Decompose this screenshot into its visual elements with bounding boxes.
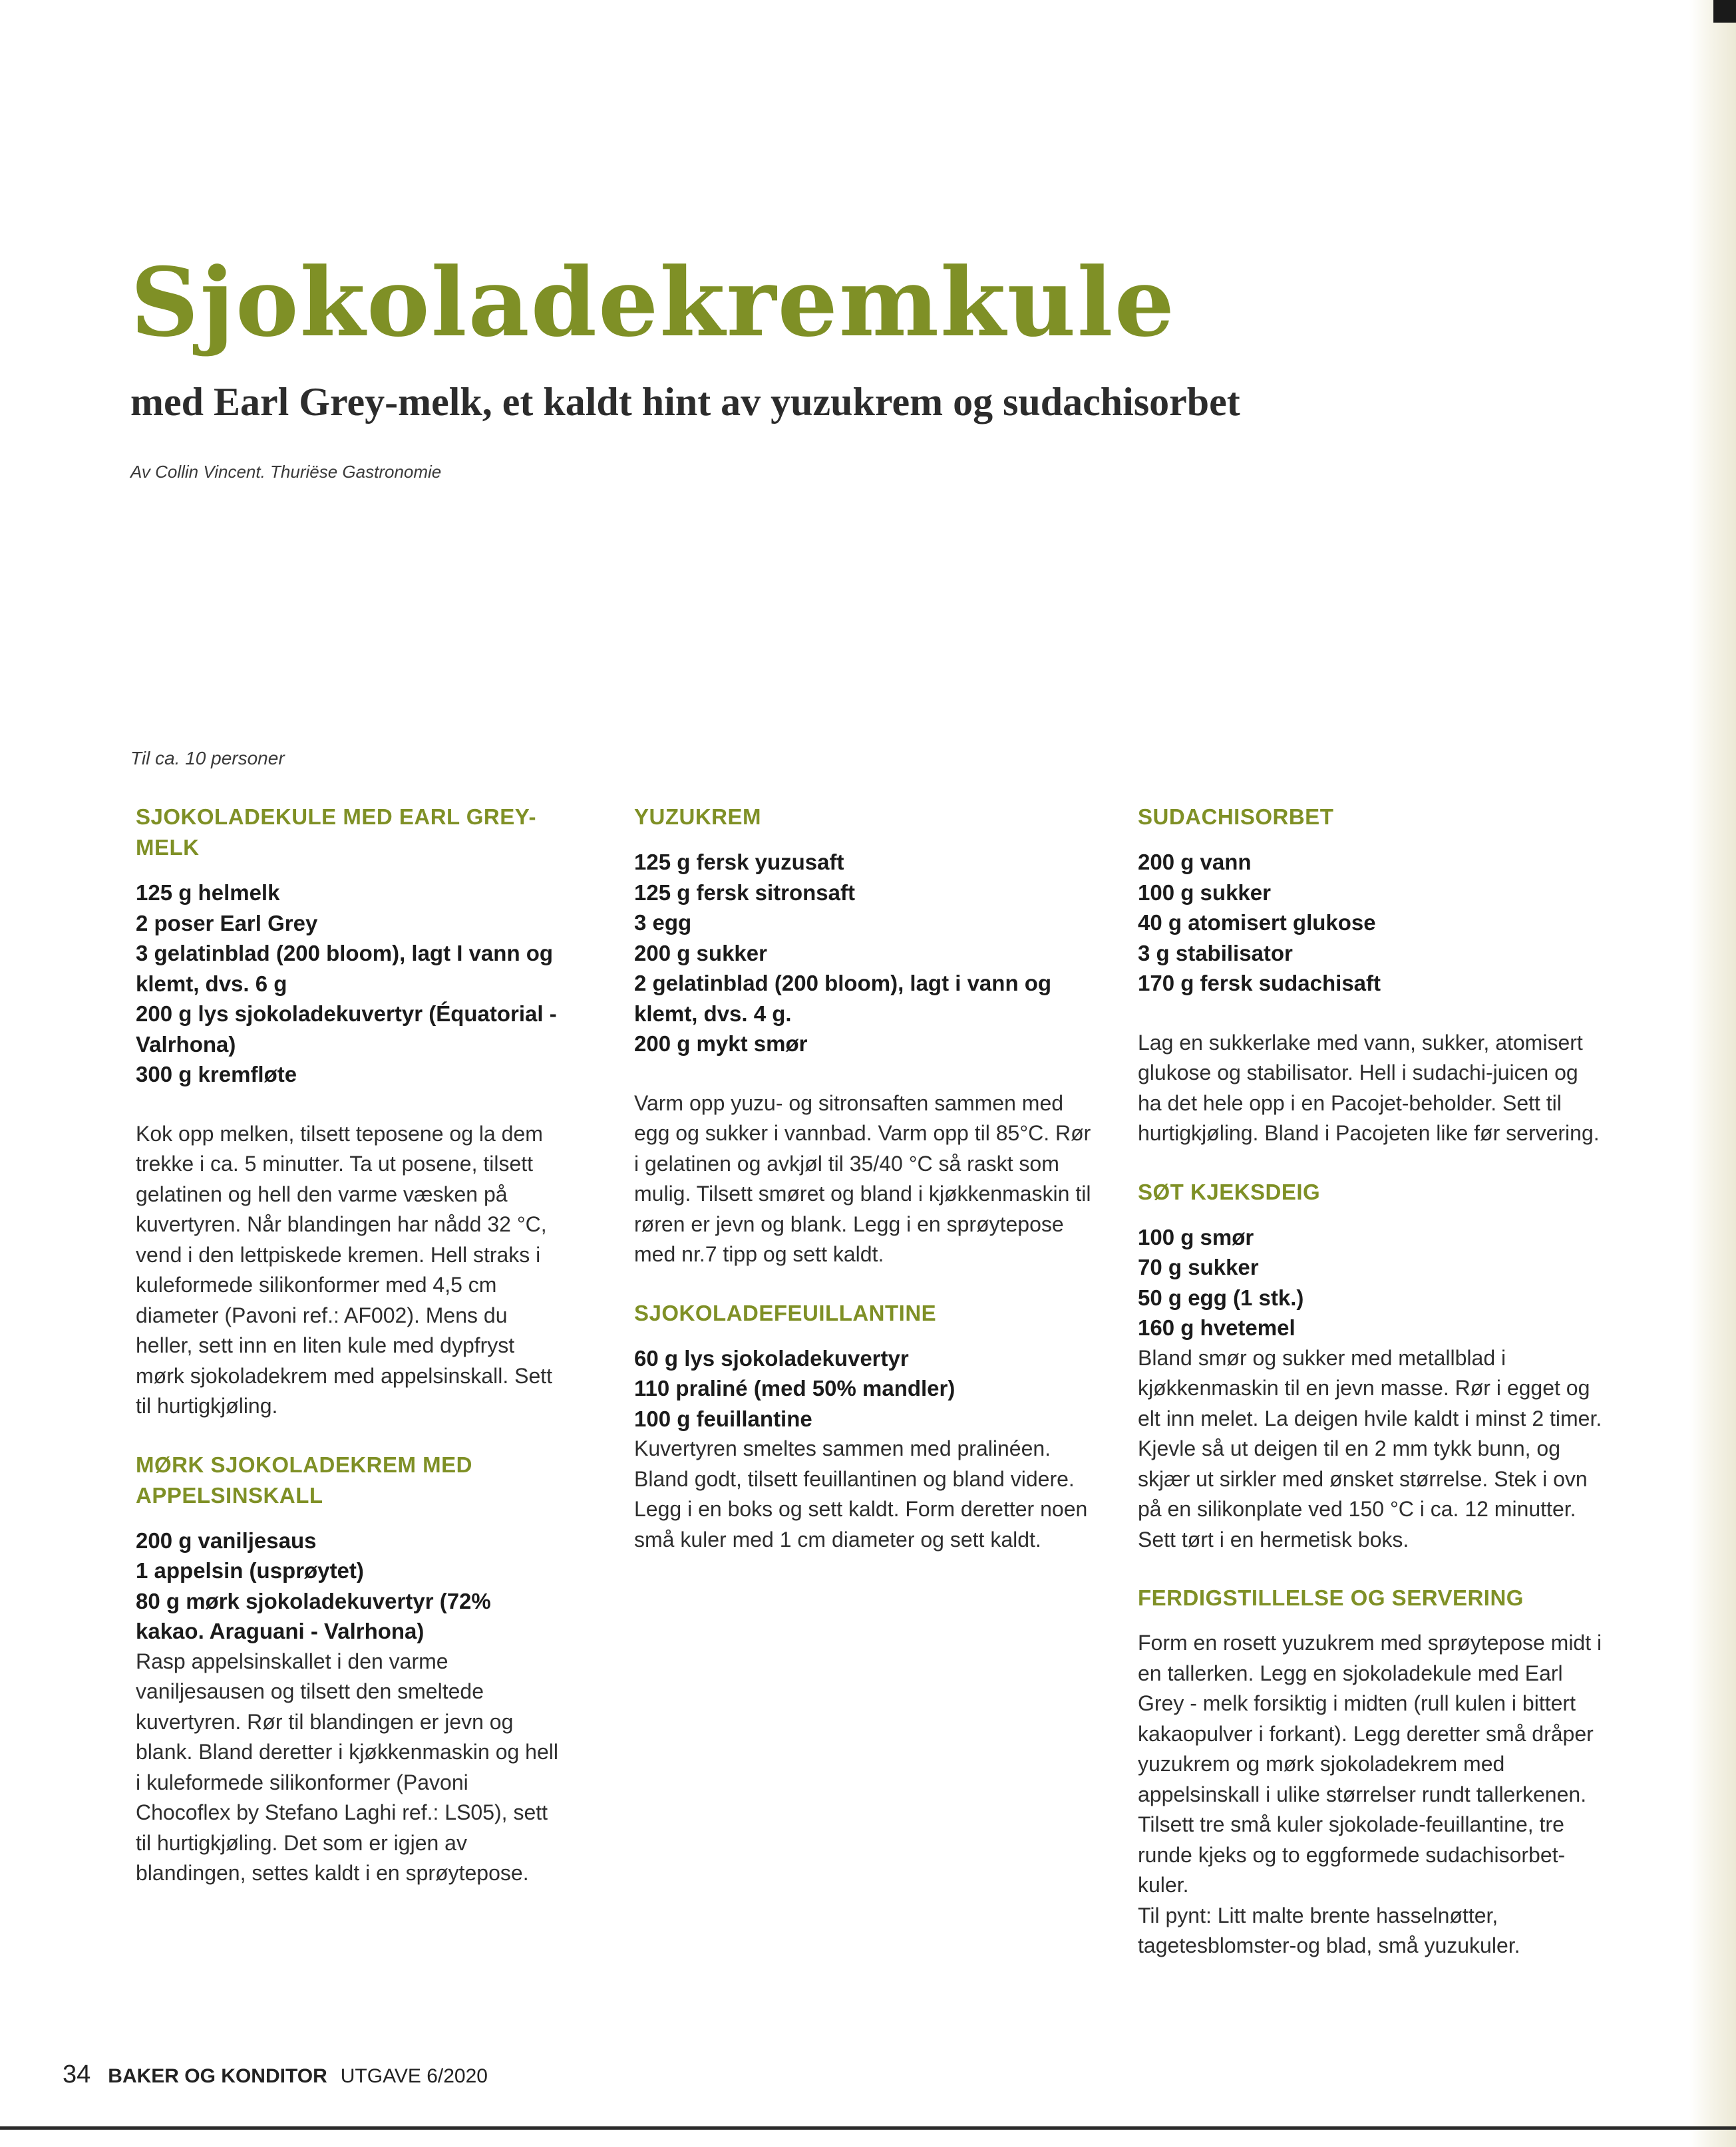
ingredient-list — [1138, 1222, 1604, 1343]
section-heading: SØT KJEKSDEIG — [1138, 1179, 1321, 1204]
ingredient-item: 80 g mørk sjokoladekuvertyr (72% kakao. Araguani - Valrhona) — [136, 1588, 491, 1643]
column-1 — [136, 802, 562, 1889]
ingredient-item: 125 g helmelk — [136, 880, 280, 905]
ingredient-item: 100 g smør — [1138, 1224, 1254, 1249]
section-heading: FERDIGSTILLELSE OG SERVERING — [1138, 1585, 1524, 1610]
section-heading: SUDACHISORBET — [1138, 804, 1334, 829]
column-2 — [634, 802, 1100, 1555]
bottom-rule — [0, 2126, 1736, 2130]
ingredient-list — [136, 878, 562, 1090]
recipe-subtitle: med Earl Grey-melk, et kaldt hint av yuzukrem og sudachisorbet — [130, 380, 1240, 424]
section-heading: YUZUKREM — [634, 804, 761, 829]
ingredient-list — [634, 1343, 1100, 1434]
ingredient-item: 100 g feuillantine — [634, 1406, 812, 1431]
ingredient-item: 2 gelatinblad (200 bloom), lagt i vann og klemt, dvs. 4 g. — [634, 971, 1052, 1026]
ingredient-list — [634, 847, 1100, 1059]
method-text: Lag en sukkerlake med vann, sukker, atomisert glukose og stabilisator. Hell i sudachi-juicen og ha det hele opp i en Pacojet-beholder. Sett til hurtigkjøling. Bland i Pacojeten like før servering. — [1138, 1030, 1600, 1145]
method-text: Varm opp yuzu- og sitronsaften sammen med egg og sukker i vannbad. Varm opp til 85°C. Rør i gelatinen og avkjøl til 35/40 °C så raskt som mulig. Tilsett smøret og bland i kjøkkenmaskin til røren er jevn og blank. Legg i en sprøytepose med nr.7 tipp og sett kaldt. — [634, 1090, 1091, 1266]
page-footer — [63, 2061, 488, 2089]
corner-crop-mark — [1713, 0, 1736, 23]
ingredient-item: 110 praliné (med 50% mandler) — [634, 1376, 955, 1401]
ingredient-item: 3 egg — [634, 910, 692, 935]
ingredient-item: 125 g fersk sitronsaft — [634, 880, 855, 905]
recipe-title: Sjokoladekremkule — [130, 248, 1176, 358]
method-text: Bland smør og sukker med metallblad i kjøkkenmaskin til en jevn masse. Rør i egget og elt inn melet. La deigen hvile kaldt i minst 2 timer. Kjevle så ut deigen til en 2 mm tykk bunn, og skjær ut sirkler med ønsket størrelse. Stek i ovn på en silikonplate ved 150 °C i ca. 12 minutter. Sett tørt i en hermetisk boks. — [1138, 1345, 1602, 1552]
ingredient-item: 2 poser Earl Grey — [136, 910, 318, 935]
ingredient-item: 40 g atomisert glukose — [1138, 910, 1376, 935]
section-heading: MØRK SJOKOLADEKREM MED APPELSINSKALL — [136, 1452, 473, 1508]
method-text: Kuvertyren smeltes sammen med pralinéen. Bland godt, tilsett feuillantinen og bland videre. Legg i en boks og sett kaldt. Form deretter noen små kuler med 1 cm diameter og sett kaldt. — [634, 1436, 1088, 1552]
ingredient-list — [1138, 847, 1604, 999]
ingredient-item: 1 appelsin (usprøytet) — [136, 1558, 364, 1583]
ingredient-item: 200 g lys sjokoladekuvertyr (Équatorial - Valrhona) — [136, 1001, 557, 1057]
ingredient-item: 200 g mykt smør — [634, 1031, 808, 1056]
ingredient-item: 3 gelatinblad (200 bloom), lagt I vann og klemt, dvs. 6 g — [136, 941, 554, 996]
ingredient-item: 70 g sukker — [1138, 1255, 1259, 1279]
ingredient-item: 200 g sukker — [634, 940, 767, 965]
ingredient-item: 200 g vann — [1138, 850, 1252, 874]
ingredient-item: 60 g lys sjokoladekuvertyr — [634, 1345, 909, 1371]
ingredient-list — [136, 1526, 562, 1647]
ingredient-item: 300 g kremfløte — [136, 1062, 297, 1086]
ingredient-item: 50 g egg (1 stk.) — [1138, 1285, 1304, 1310]
scan-page-edge — [1689, 0, 1736, 2147]
ingredient-item: 200 g vaniljesaus — [136, 1528, 317, 1553]
ingredient-item: 3 g stabilisator — [1138, 940, 1293, 965]
method-text: Form en rosett yuzukrem med sprøytepose midt i en tallerken. Legg en sjokoladekule med Earl Grey - melk forsiktig i midten (rull kulen i bittert kakaopulver i forkant). Legg deretter små dråper yuzukrem og mørk sjokoladekrem med appelsinskall i ulike størrelser rundt tallerkenen. Tilsett tre små kuler sjokolade-feuillantine, tre runde kjeks og to eggformede sudachisorbet-kuler. — [1138, 1631, 1602, 1897]
byline: Av Collin Vincent. Thuriëse Gastronomie — [130, 462, 442, 482]
issue-label: UTGAVE 6/2020 — [340, 2065, 488, 2087]
page-number: 34 — [63, 2061, 91, 2088]
method-text: Rasp appelsinskallet i den varme vaniljesausen og tilsett den smeltede kuvertyren. Rør til blandingen er jevn og blank. Bland deretter i kjøkkenmaskin og hell i kuleformede silikonformer (Pavoni Chocoflex by Stefano Laghi ref.: LS05), sett til hurtigkjøling. Det som er igjen av blandingen, settes kaldt i en sprøytepose. — [136, 1649, 558, 1885]
ingredient-item: 170 g fersk sudachisaft — [1138, 971, 1381, 995]
section-heading: SJOKOLADEFEUILLANTINE — [634, 1300, 937, 1325]
garnish-text: Til pynt: Litt malte brente hasselnøtter, tagetesblomster-og blad, små yuzukuler. — [1138, 1903, 1520, 1957]
section-heading: SJOKOLADEKULE MED EARL GREY-MELK — [136, 804, 536, 860]
ingredient-item: 100 g sukker — [1138, 880, 1271, 905]
column-3 — [1138, 802, 1604, 1961]
serves-note: Til ca. 10 personer — [130, 748, 285, 768]
method-text: Kok opp melken, tilsett teposene og la dem trekke i ca. 5 minutter. Ta ut posene, tilsett gelatinen og hell den varme væsken på kuvertyren. Når blandingen har nådd 32 °C, vend i den lettpiskede kremen. Hell straks i kuleformede silikonformer med 4,5 cm diameter (Pavoni ref.: AF002). Mens du heller, sett inn en liten kule med dypfryst mørk sjokoladekrem med appelsinskall. Sett til hurtigkjøling. — [136, 1121, 553, 1418]
ingredient-item: 160 g hvetemel — [1138, 1315, 1296, 1340]
ingredient-item: 125 g fersk yuzusaft — [634, 850, 844, 874]
magazine-name: BAKER OG KONDITOR — [108, 2065, 327, 2087]
